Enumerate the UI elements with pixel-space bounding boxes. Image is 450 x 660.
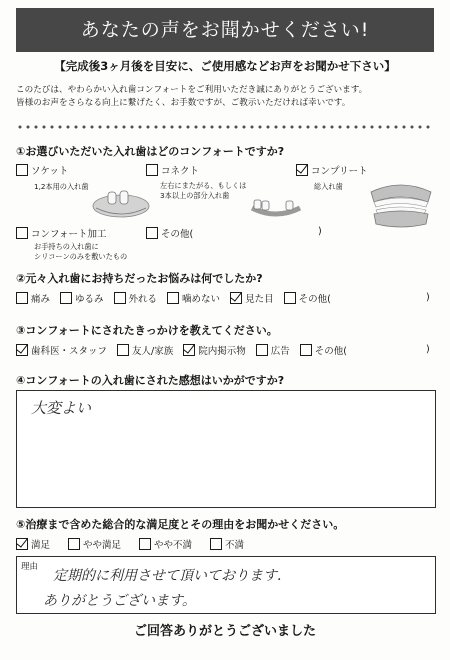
q4-answer-box[interactable]	[16, 390, 436, 508]
survey-header	[16, 8, 434, 52]
q3-option-friend-family[interactable]: 友人/家族	[117, 343, 173, 357]
survey-title: あなたの声をお聞かせください!	[80, 19, 370, 41]
q2-option-loose[interactable]: ゆるみ	[60, 291, 104, 305]
q2-appearance-checkbox[interactable]	[230, 292, 242, 304]
complete-denture-image	[366, 180, 436, 228]
q5-reason-line-1: 定期的に利用させて頂いております.	[53, 568, 282, 584]
q3-option-clinic-poster[interactable]: 院内掲示物	[183, 343, 246, 357]
q3-option-other[interactable]: その他(	[300, 343, 347, 357]
q2-option-pain[interactable]: 痛み	[16, 291, 50, 305]
q1-comfort-processing-note: お手持ちの入れ歯に シリコーンのみを敷いたもの	[34, 242, 128, 261]
q1-other-close: )	[318, 226, 322, 237]
q2-option-falls-out[interactable]: 外れる	[114, 291, 158, 305]
q1-comfort-processing-checkbox[interactable]	[16, 227, 28, 239]
intro-line-1: このたびは、やわらかい入れ歯コンフォートをご利用いただき誠にありがとうございます。	[16, 85, 368, 95]
thank-you-footer: ご回答ありがとうございました	[133, 624, 316, 639]
q5-options	[16, 537, 254, 551]
q3-friend-family-checkbox[interactable]	[117, 344, 129, 356]
socket-denture-image	[90, 186, 152, 220]
q2-pain-checkbox[interactable]	[16, 292, 28, 304]
q1-other-checkbox[interactable]	[146, 227, 158, 239]
q3-other-close: )	[426, 344, 430, 355]
q1-option-connect[interactable]: コネクト	[146, 163, 199, 177]
q2-falls-out-checkbox[interactable]	[114, 292, 126, 304]
question-1: ①お選びいただいた入れ歯はどのコンフォートですか?	[16, 145, 285, 158]
q2-loose-checkbox[interactable]	[60, 292, 72, 304]
q2-option-appearance[interactable]: 見た目	[230, 291, 274, 305]
q5-dissatisfied-checkbox[interactable]	[210, 538, 222, 550]
intro-line-2: 皆様のお声をさらなる向上に繋げたく、お手数ですが、ご教示いただければ幸いです。	[16, 98, 351, 108]
question-3: ③コンフォートにされたきっかけを教えてください。	[16, 324, 278, 337]
q2-other-close: )	[426, 292, 430, 303]
q5-somewhat-dissatisfied-checkbox[interactable]	[139, 538, 151, 550]
q1-connect-note: 左右にまたがる、もしくは 3本以上の部分入れ歯	[160, 181, 247, 200]
q5-option-dissatisfied[interactable]: 不満	[210, 537, 244, 551]
question-4: ④コンフォートの入れ歯にされた感想はいかがですか?	[16, 374, 285, 387]
question-2: ②元々入れ歯にお持ちだったお悩みは何でしたか?	[16, 272, 263, 285]
q5-option-satisfied[interactable]: 満足	[16, 537, 50, 551]
q5-somewhat-satisfied-checkbox[interactable]	[68, 538, 80, 550]
survey-subtitle: 【完成後3ヶ月後を目安に、ご使用感などお声をお聞かせ下さい】	[54, 59, 396, 73]
q1-complete-note: 総入れ歯	[314, 182, 343, 191]
q5-satisfied-checkbox[interactable]	[16, 538, 28, 550]
q5-option-somewhat-satisfied[interactable]: やや満足	[68, 537, 121, 551]
q2-option-other[interactable]: その他(	[284, 291, 331, 305]
q4-handwritten-answer: 大変よい	[31, 399, 92, 417]
q5-reason-label: 理由	[21, 562, 39, 572]
dotted-divider	[16, 124, 434, 130]
q2-other-checkbox[interactable]	[284, 292, 296, 304]
q1-option-socket[interactable]: ソケット	[16, 163, 68, 177]
q3-clinic-poster-checkbox[interactable]	[183, 344, 195, 356]
q1-option-comfort-processing[interactable]: コンフォート加工	[16, 226, 107, 240]
q5-reason-box[interactable]	[16, 556, 436, 614]
q2-option-cannot-chew[interactable]: 噛めない	[167, 291, 220, 305]
q2-options	[16, 291, 341, 305]
q3-dentist-staff-checkbox[interactable]	[16, 344, 28, 356]
q1-connect-checkbox[interactable]	[146, 164, 158, 176]
q3-option-advertisement[interactable]: 広告	[256, 343, 290, 357]
q2-cannot-chew-checkbox[interactable]	[167, 292, 179, 304]
question-5: ⑤治療まで含めた総合的な満足度とその理由をお聞かせください。	[16, 518, 345, 531]
q1-socket-note: 1,2本用の入れ歯	[34, 182, 89, 191]
connect-denture-image	[248, 194, 304, 220]
q5-reason-line-2: ありがとうございます。	[43, 593, 196, 609]
q1-complete-checkbox[interactable]	[296, 164, 308, 176]
q1-option-complete[interactable]: コンプリート	[296, 163, 368, 177]
q5-option-somewhat-dissatisfied[interactable]: やや不満	[139, 537, 192, 551]
q1-socket-checkbox[interactable]	[16, 164, 28, 176]
q3-options	[16, 343, 357, 357]
intro-text	[16, 84, 440, 110]
q3-option-dentist-staff[interactable]: 歯科医・スタッフ	[16, 343, 107, 357]
q1-option-other[interactable]: その他(	[146, 226, 193, 240]
q3-advertisement-checkbox[interactable]	[256, 344, 268, 356]
q3-other-checkbox[interactable]	[300, 344, 312, 356]
